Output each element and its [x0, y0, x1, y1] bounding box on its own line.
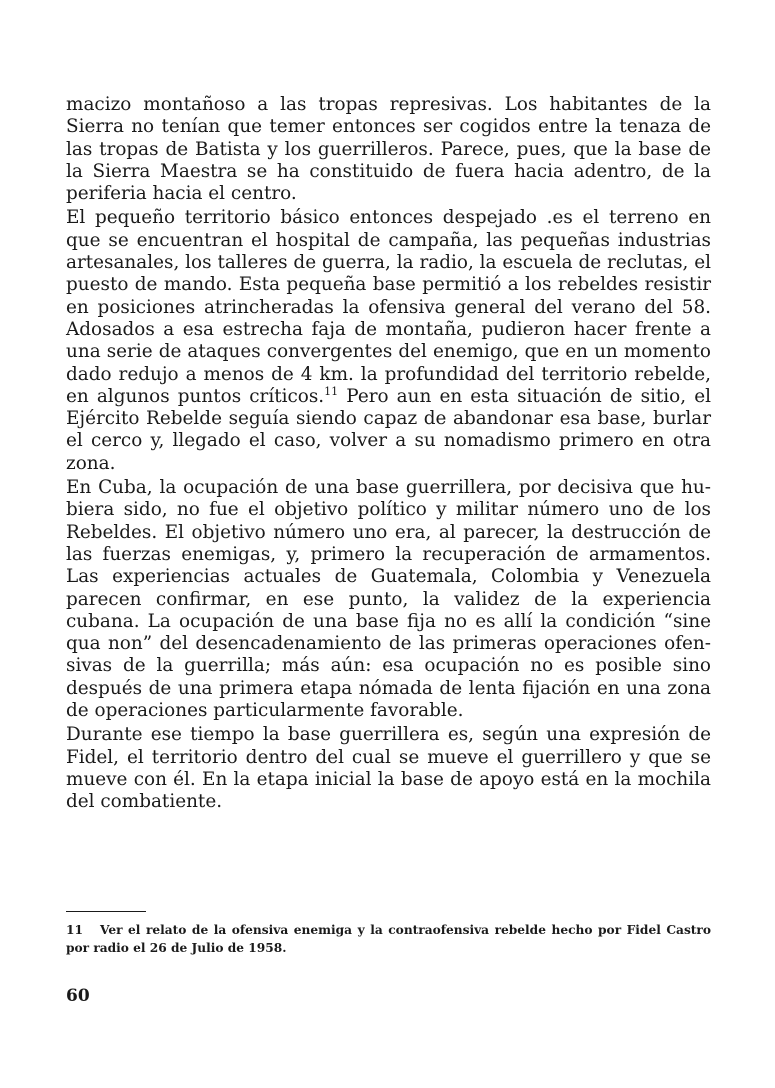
paragraph-2-text-a: El pequeño territorio básico entonces despejado .es el terreno en que se encuentran el hospital de campaña, las pequeñas industrias artesanales, los talleres de guerra, la radio, la escuela de reclutas, el puesto de mando. Esta pequeña base permitió a los rebeldes resistir en posiciones atrincheradas la ofensiva general del verano del 58. Adosados a esa estrecha faja de montaña, pudieron hacer frente a una serie de ataques convergentes del enemigo, que en un momento dado redujo a menos de 4 km. la profundidad del territorio rebelde, en algunos puntos críticos.	[66, 207, 711, 407]
footnote-divider	[66, 911, 146, 912]
footnote-number: 11	[66, 923, 83, 937]
footnote-text: Ver el relato de la ofensiva enemiga y la contraofensiva rebelde hecho por Fidel Castro por radio el 26 de Julio de 1958.	[66, 923, 711, 955]
page-number: 60	[66, 986, 90, 1006]
main-text	[66, 94, 711, 816]
paragraph-2-text-b: Pero aun en esta situación de sitio, el Ejército Rebelde seguía siendo capaz de abandonar esa base, burlar el cerco y, llegado el caso, volver a su nomadismo primero en otra zona.	[66, 385, 711, 474]
footnote-reference: 11	[324, 384, 339, 398]
paragraph-1: macizo montañoso a las tropas represivas. Los habitantes de la Sierra no tenían que temer entonces ser cogidos entre la tenaza de las tropas de Batista y los guerrilleros. Parece, pues, que la base de la Sierra Maestra se ha constituido de fuera hacia adentro, de la periferia hacia el centro.	[66, 94, 711, 205]
paragraph-4: Durante ese tiempo la base guerrillera es, según una expresión de Fidel, el territorio dentro del cual se mueve el guerrillero y que se mueve con él. En la etapa inicial la base de apoyo está en la mochila del combatiente.	[66, 724, 711, 813]
footnote	[66, 921, 711, 957]
paragraph-2	[66, 207, 711, 475]
paragraph-3: En Cuba, la ocupación de una base guerrillera, por decisiva que hubiera sido, no fue el objetivo político y militar número uno de los Rebeldes. El objetivo número uno era, al parecer, la destrucción de las fuerzas enemigas, y, primero la recuperación de armamentos. Las experiencias actuales de Guatemala, Colombia y Venezuela parecen confirmar, en ese punto, la validez de la experiencia cubana. La ocupación de una base fija no es allí la condición “sine qua non” del desencadenamiento de las primeras operaciones ofensivas de la guerrilla; más aún: esa ocupación no es posible sino después de una primera etapa nómada de lenta fijación en una zona de operaciones particularmente favorable.	[66, 477, 711, 722]
